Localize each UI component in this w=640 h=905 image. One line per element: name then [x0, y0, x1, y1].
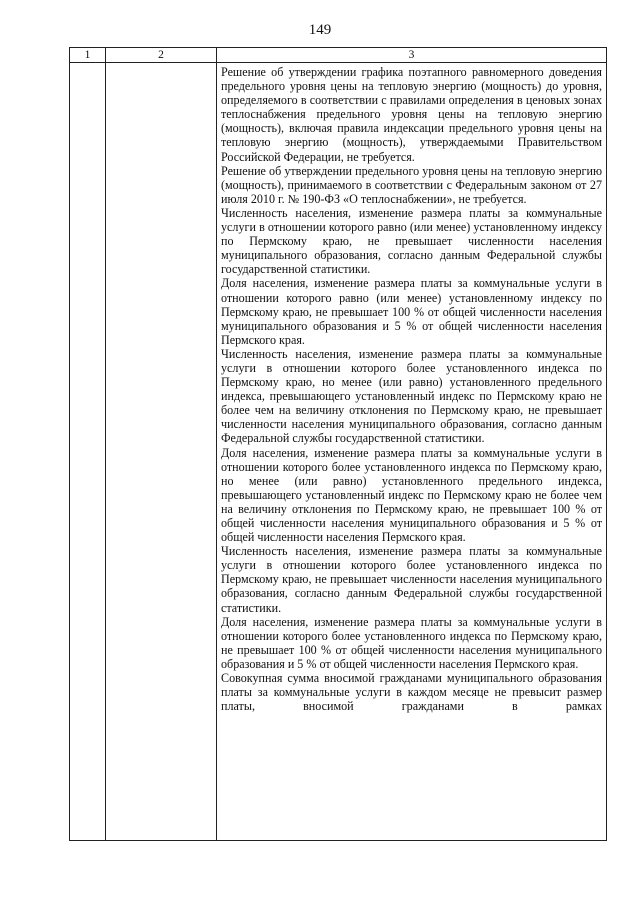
paragraph-share-above-index: Доля населения, изменение размера платы за коммунальные услуги в отношении которого более установленного индекса по Пермскому краю, не превышает 100 % от общей численности населения муниципального образования и 5 % от общей численности населения Пермского края. [221, 614, 602, 671]
table-body-row [70, 63, 607, 841]
paragraph-total-payment: Совокупная сумма вносимой гражданами муниципального образования платы за коммунальные услуги в каждом месяце не превысит размер платы, вносимой гражданами в рамках [221, 671, 602, 714]
header-cell-2: 2 [106, 48, 217, 63]
column-1-cell [70, 63, 106, 841]
column-3-cell [217, 63, 607, 841]
paragraph-share-limit-index: Доля населения, изменение размера платы за коммунальные услуги в отношении которого более установленного индекса по Пермскому краю, но менее (или равно) установленного предельного индекса, превышающего установленный индекс по Пермскому краю не более чем на величину отклонения по Пермскому краю, не превышает 100 % от общей численности населения муниципального образования и 5 % от общей численности населения Пермского края. [221, 445, 602, 545]
document-table [69, 47, 607, 841]
column-2-cell [106, 63, 217, 841]
table-header-row [70, 48, 607, 63]
header-cell-1: 1 [70, 48, 106, 63]
paragraph-population-limit-index: Численность населения, изменение размера платы за коммунальные услуги в отношении которого более установленного индекса по Пермскому краю, но менее (или равно) установленного предельного индекса, превышающего установленный индекс по Пермскому краю не более чем на величину отклонения по Пермскому краю, не превышает численности населения муниципального образования, согласно данным Федеральной службы государственной статистики. [221, 346, 602, 446]
page-number: 149 [308, 22, 332, 38]
paragraph-share-equal-index: Доля населения, изменение размера платы за коммунальные услуги в отношении которого равно (или менее) установленному индексу по Пермскому краю, не превышает 100 % от общей численности населения муниципального образования и 5 % от общей численности населения Пермского края. [221, 276, 602, 347]
paragraph-population-equal-index: Численность населения, изменение размера платы за коммунальные услуги в отношении которого равно (или менее) установленному индексу по Пермскому краю, не превышает численности населения муниципального образования, согласно данным Федеральной службы государственной статистики. [221, 205, 602, 277]
paragraph-population-above-index: Численность населения, изменение размера платы за коммунальные услуги в отношении которого более установленного индекса по Пермскому краю, не превышает численности населения муниципального образования, согласно данным Федеральной службы государственной статистики. [221, 544, 602, 615]
header-cell-3: 3 [217, 48, 607, 63]
paragraph-price-schedule: Решение об утверждении графика поэтапного равномерного доведения предельного уровня цены на тепловую энергию (мощность) до уровня, определяемого в соответствии с правилами определения в ценовых зонах теплоснабжения предельного уровня цены на тепловую энергию (мощность), включая правила индексации предельного уровня цены на тепловую энергию (мощность), утверждаемыми Правительством Российской Федерации, не требуется. [221, 65, 602, 164]
paragraph-price-limit: Решение об утверждении предельного уровня цены на тепловую энергию (мощность), принимаемого в соответствии с Федеральным законом от 27 июля 2010 г. № 190-ФЗ «О теплоснабжении», не требуется. [221, 163, 602, 206]
